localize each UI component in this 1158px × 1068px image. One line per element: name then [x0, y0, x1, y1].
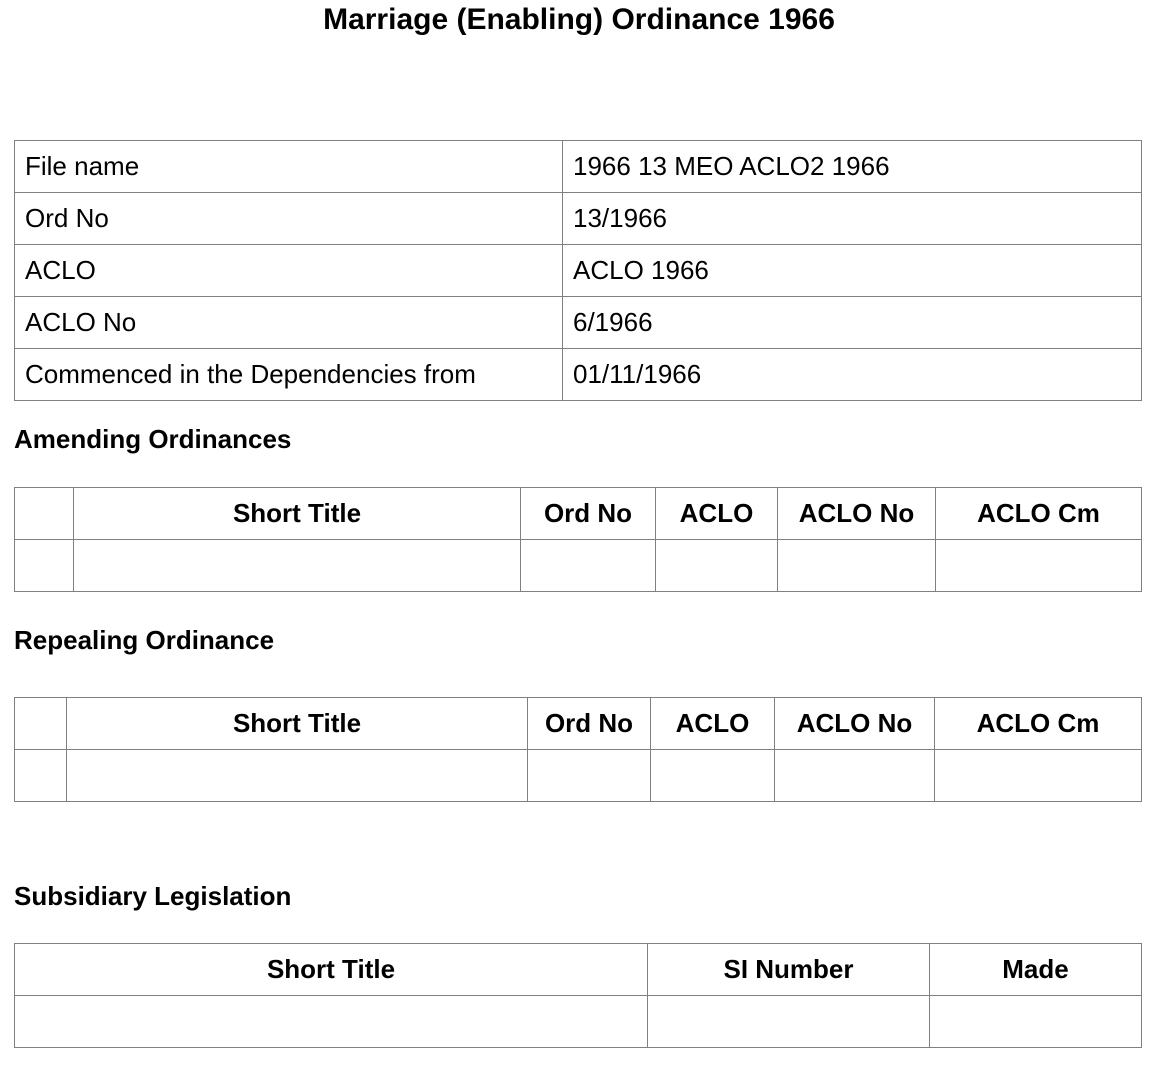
info-label-aclo-no: ACLO No — [15, 297, 563, 349]
table-row — [15, 245, 1142, 297]
col-ord-no: Ord No — [521, 488, 656, 540]
cell-empty — [521, 540, 656, 592]
col-aclo-cm: ACLO Cm — [935, 698, 1142, 750]
table-row — [15, 141, 1142, 193]
table-header-row — [15, 488, 1142, 540]
table-row — [15, 193, 1142, 245]
col-short-title: Short Title — [15, 944, 648, 996]
info-label-commenced: Commenced in the Dependencies from — [15, 349, 563, 401]
cell-empty — [528, 750, 651, 802]
col-short-title: Short Title — [67, 698, 528, 750]
cell-empty — [15, 540, 74, 592]
cell-empty — [936, 540, 1142, 592]
amending-ordinances-table — [14, 487, 1142, 592]
repealing-ordinance-heading: Repealing Ordinance — [14, 625, 275, 655]
cell-empty — [656, 540, 778, 592]
info-label-ord-no: Ord No — [15, 193, 563, 245]
table-header-row — [15, 698, 1142, 750]
cell-empty — [935, 750, 1142, 802]
ordinance-info-table — [14, 140, 1142, 401]
col-short-title: Short Title — [74, 488, 521, 540]
table-header-row — [15, 944, 1142, 996]
info-value-file-name: 1966 13 MEO ACLO2 1966 — [563, 141, 1142, 193]
cell-empty — [15, 750, 67, 802]
page-title: Marriage (Enabling) Ordinance 1966 — [323, 3, 835, 36]
info-value-aclo: ACLO 1966 — [563, 245, 1142, 297]
subsidiary-legislation-heading: Subsidiary Legislation — [14, 881, 292, 911]
table-row — [15, 996, 1142, 1048]
col-index — [15, 488, 74, 540]
cell-empty — [778, 540, 936, 592]
col-index — [15, 698, 67, 750]
cell-empty — [15, 996, 648, 1048]
table-row — [15, 297, 1142, 349]
info-value-ord-no: 13/1966 — [563, 193, 1142, 245]
cell-empty — [930, 996, 1142, 1048]
table-row — [15, 750, 1142, 802]
cell-empty — [74, 540, 521, 592]
col-ord-no: Ord No — [528, 698, 651, 750]
info-label-aclo: ACLO — [15, 245, 563, 297]
col-made: Made — [930, 944, 1142, 996]
subsidiary-legislation-table — [14, 943, 1142, 1048]
col-aclo-no: ACLO No — [775, 698, 935, 750]
col-aclo: ACLO — [651, 698, 775, 750]
info-value-commenced: 01/11/1966 — [563, 349, 1142, 401]
info-value-aclo-no: 6/1966 — [563, 297, 1142, 349]
cell-empty — [651, 750, 775, 802]
info-label-file-name: File name — [15, 141, 563, 193]
cell-empty — [775, 750, 935, 802]
col-aclo-cm: ACLO Cm — [936, 488, 1142, 540]
table-row — [15, 540, 1142, 592]
repealing-ordinance-table — [14, 697, 1142, 802]
table-row — [15, 349, 1142, 401]
col-aclo: ACLO — [656, 488, 778, 540]
col-aclo-no: ACLO No — [778, 488, 936, 540]
cell-empty — [67, 750, 528, 802]
amending-ordinances-heading: Amending Ordinances — [14, 424, 292, 454]
col-si-number: SI Number — [648, 944, 930, 996]
cell-empty — [648, 996, 930, 1048]
